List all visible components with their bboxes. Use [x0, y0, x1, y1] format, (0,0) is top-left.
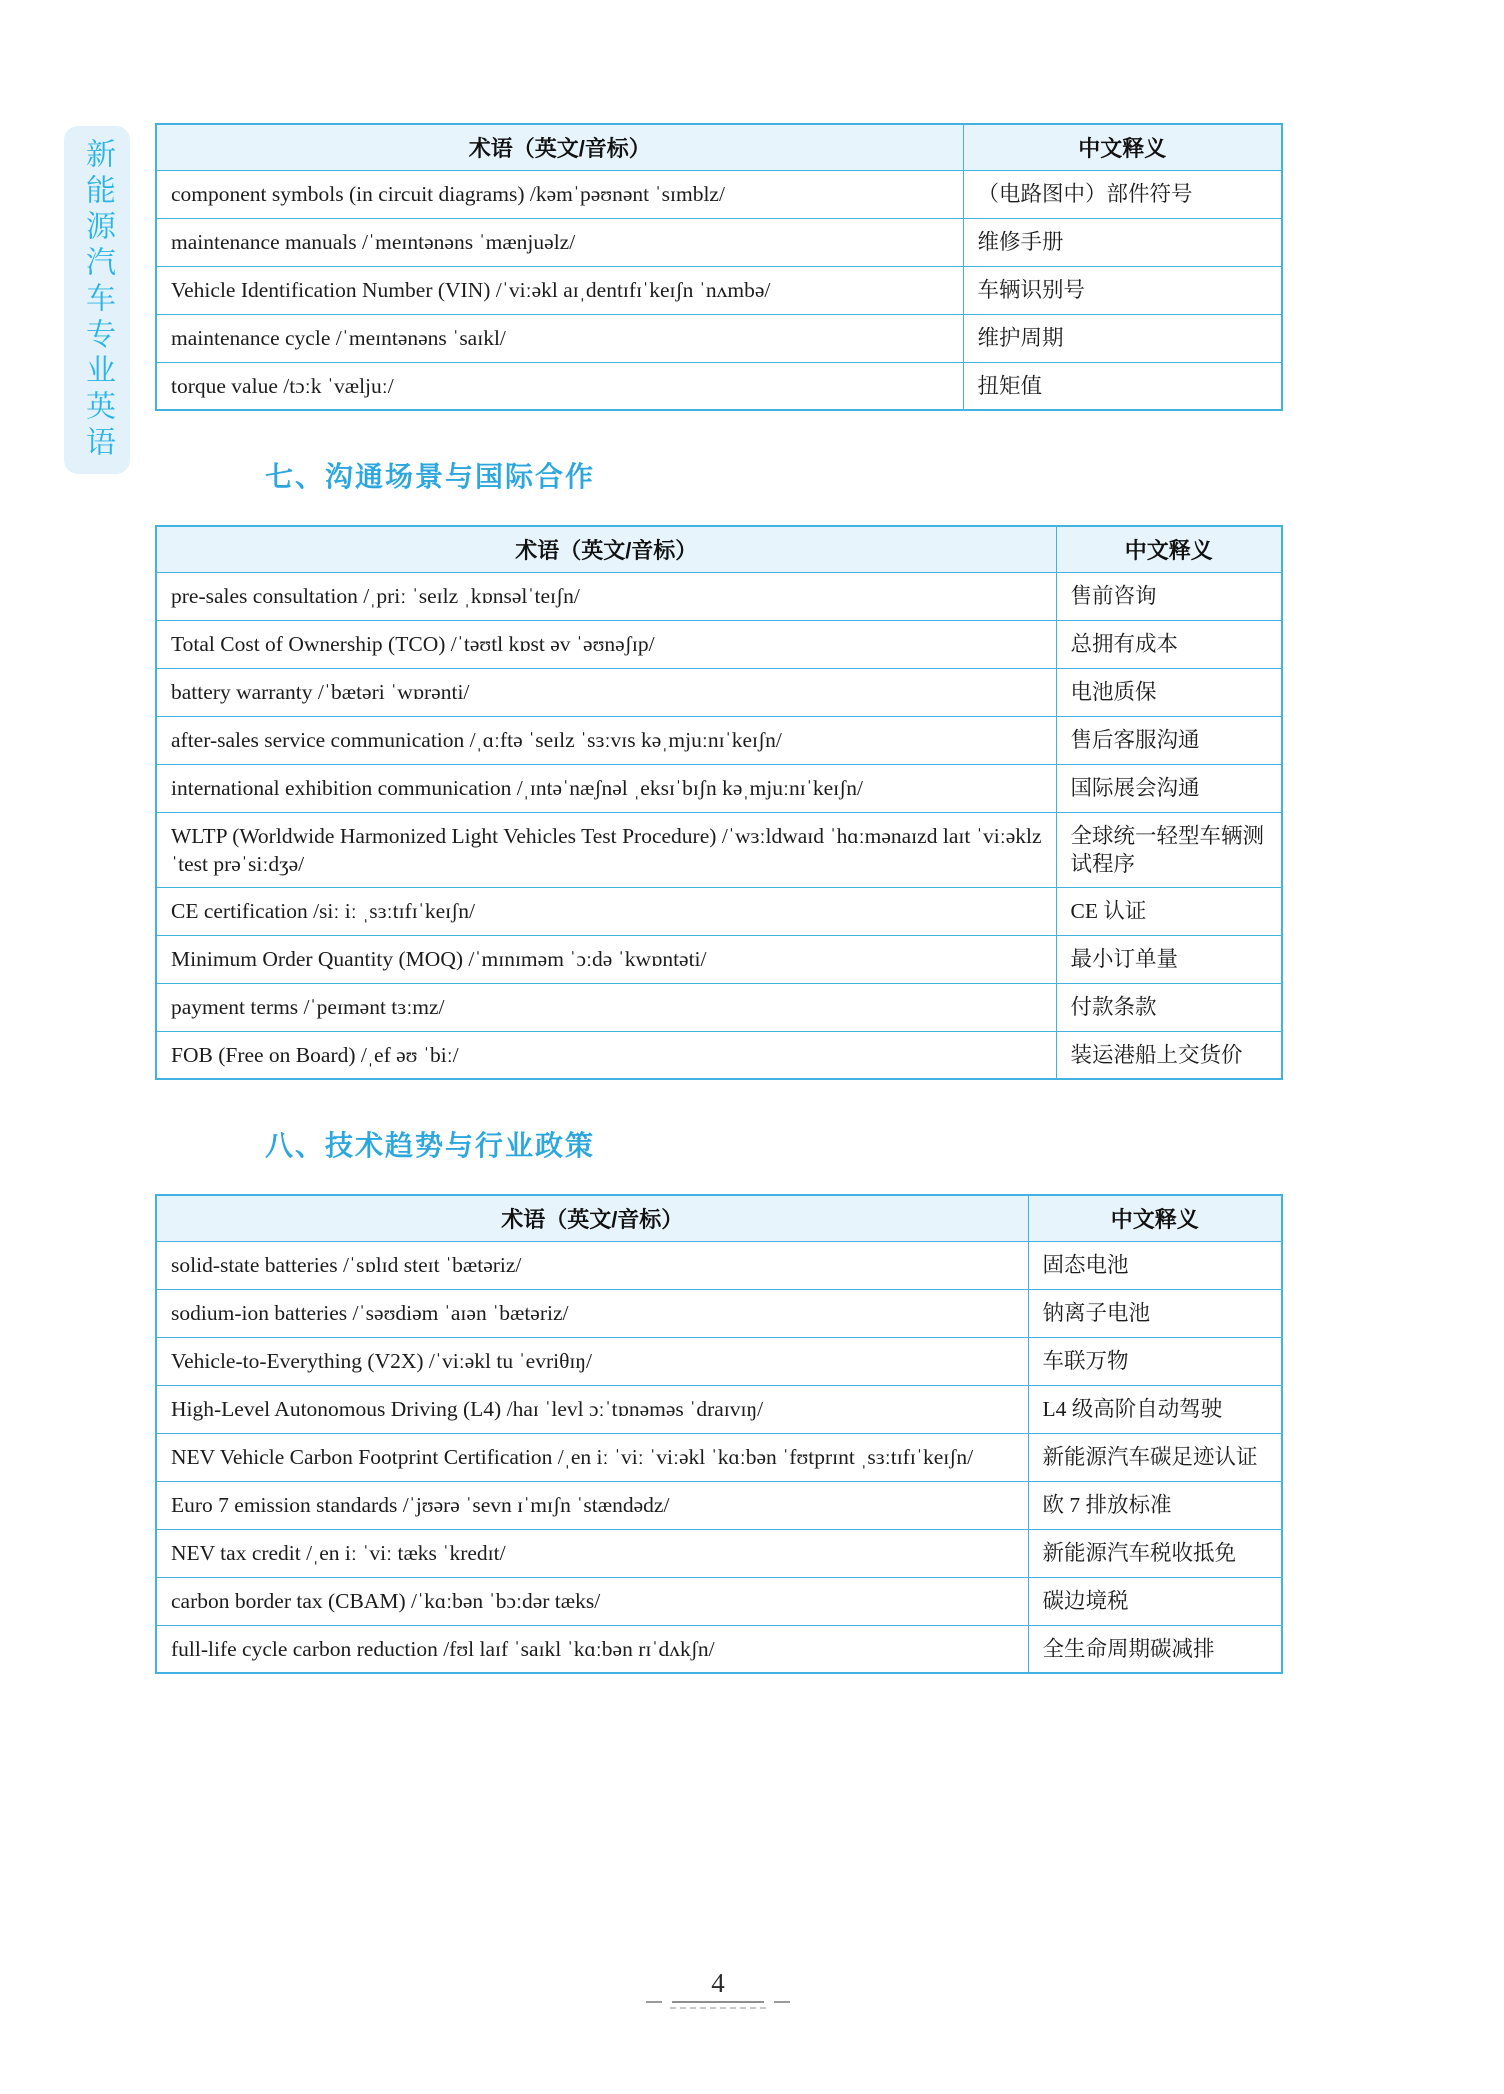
term-cell: Vehicle-to-Everything (V2X) /ˈviːəkl tu ˈevriθɪŋ/ — [156, 1337, 1028, 1385]
term-cell: international exhibition communication /ˌɪntəˈnæʃnəl ˌeksɪˈbɪʃn kəˌmjuːnɪˈkeɪʃn/ — [156, 764, 1056, 812]
terms-table-trends-policy — [155, 1194, 1283, 1674]
term-cell: payment terms /ˈpeɪmənt tɜːmz/ — [156, 983, 1056, 1031]
meaning-cell: 新能源汽车税收抵免 — [1028, 1529, 1282, 1577]
table-row — [156, 716, 1282, 764]
meaning-cell: （电路图中）部件符号 — [963, 170, 1282, 218]
term-cell: full-life cycle carbon reduction /fʊl laɪf ˈsaɪkl ˈkɑːbən rɪˈdʌkʃn/ — [156, 1625, 1028, 1673]
section-heading-7: 七、沟通场景与国际合作 — [265, 461, 596, 492]
table-row — [156, 314, 1282, 362]
table-row — [156, 764, 1282, 812]
table-row — [156, 1433, 1282, 1481]
term-cell: CE certification /siː iː ˌsɜːtɪfɪˈkeɪʃn/ — [156, 887, 1056, 935]
meaning-cell: 新能源汽车碳足迹认证 — [1028, 1433, 1282, 1481]
term-cell: solid-state batteries /ˈsɒlɪd steɪt ˈbætəriz/ — [156, 1241, 1028, 1289]
table-row — [156, 218, 1282, 266]
column-header-term: 术语（英文/音标） — [156, 526, 1056, 572]
table-row — [156, 170, 1282, 218]
meaning-cell: 售后客服沟通 — [1056, 716, 1282, 764]
term-cell: Minimum Order Quantity (MOQ) /ˈmɪnɪməm ˈɔːdə ˈkwɒntəti/ — [156, 935, 1056, 983]
table-row — [156, 668, 1282, 716]
terms-table-communication — [155, 525, 1283, 1080]
meaning-cell: 扭矩值 — [963, 362, 1282, 410]
table-row — [156, 620, 1282, 668]
table-row — [156, 1289, 1282, 1337]
footer-rule-dash — [774, 2001, 790, 2003]
meaning-cell: L4 级高阶自动驾驶 — [1028, 1385, 1282, 1433]
term-cell: battery warranty /ˈbætəri ˈwɒrənti/ — [156, 668, 1056, 716]
page-content — [155, 0, 1281, 1674]
column-header-meaning: 中文释义 — [1028, 1195, 1282, 1241]
footer-rule-dotted — [670, 2007, 766, 2009]
table-row — [156, 266, 1282, 314]
term-cell: High-Level Autonomous Driving (L4) /haɪ ˈlevl ɔːˈtɒnəməs ˈdraɪvɪŋ/ — [156, 1385, 1028, 1433]
meaning-cell: 电池质保 — [1056, 668, 1282, 716]
table-row — [156, 1385, 1282, 1433]
table-row — [156, 1529, 1282, 1577]
meaning-cell: 维护周期 — [963, 314, 1282, 362]
book-title-tab — [64, 126, 130, 474]
table-row — [156, 983, 1282, 1031]
book-title: 新能源汽车专业英语 — [81, 138, 114, 462]
term-cell: NEV Vehicle Carbon Footprint Certification /ˌen iː ˈviː ˈviːəkl ˈkɑːbən ˈfʊtprɪnt ˌsɜːtɪfɪˈkeɪʃn/ — [156, 1433, 1028, 1481]
terms-table-maintenance — [155, 123, 1283, 411]
meaning-cell: 全生命周期碳减排 — [1028, 1625, 1282, 1673]
table-header-row — [156, 124, 1282, 170]
column-header-term: 术语（英文/音标） — [156, 1195, 1028, 1241]
meaning-cell: 钠离子电池 — [1028, 1289, 1282, 1337]
table-row — [156, 362, 1282, 410]
meaning-cell: 车联万物 — [1028, 1337, 1282, 1385]
table-row — [156, 887, 1282, 935]
table-header-row — [156, 1195, 1282, 1241]
meaning-cell: 售前咨询 — [1056, 572, 1282, 620]
table-row — [156, 1031, 1282, 1079]
table-row — [156, 1337, 1282, 1385]
table-row — [156, 1625, 1282, 1673]
term-cell: Vehicle Identification Number (VIN) /ˈviːəkl aɪˌdentɪfɪˈkeɪʃn ˈnʌmbə/ — [156, 266, 963, 314]
meaning-cell: 维修手册 — [963, 218, 1282, 266]
term-cell: maintenance cycle /ˈmeɪntənəns ˈsaɪkl/ — [156, 314, 963, 362]
term-cell: FOB (Free on Board) /ˌef əʊ ˈbiː/ — [156, 1031, 1056, 1079]
table-row — [156, 572, 1282, 620]
table-row — [156, 1577, 1282, 1625]
column-header-meaning: 中文释义 — [1056, 526, 1282, 572]
meaning-cell: 付款条款 — [1056, 983, 1282, 1031]
footer-rule-line — [672, 2001, 764, 2003]
term-cell: component symbols (in circuit diagrams) /kəmˈpəʊnənt ˈsɪmblz/ — [156, 170, 963, 218]
meaning-cell: 装运港船上交货价 — [1056, 1031, 1282, 1079]
term-cell: pre-sales consultation /ˌpriː ˈseɪlz ˌkɒnsəlˈteɪʃn/ — [156, 572, 1056, 620]
meaning-cell: 总拥有成本 — [1056, 620, 1282, 668]
term-cell: after-sales service communication /ˌɑːftə ˈseɪlz ˈsɜːvɪs kəˌmjuːnɪˈkeɪʃn/ — [156, 716, 1056, 764]
meaning-cell: 全球统一轻型车辆测试程序 — [1056, 812, 1282, 887]
meaning-cell: 车辆识别号 — [963, 266, 1282, 314]
meaning-cell: 碳边境税 — [1028, 1577, 1282, 1625]
table-header-row — [156, 526, 1282, 572]
column-header-meaning: 中文释义 — [963, 124, 1282, 170]
meaning-cell: 固态电池 — [1028, 1241, 1282, 1289]
meaning-cell: CE 认证 — [1056, 887, 1282, 935]
term-cell: torque value /tɔːk ˈvæljuː/ — [156, 362, 963, 410]
footer-rule — [646, 2001, 790, 2003]
term-cell: sodium-ion batteries /ˈsəʊdiəm ˈaɪən ˈbætəriz/ — [156, 1289, 1028, 1337]
footer-rule-dash — [646, 2001, 662, 2003]
term-cell: carbon border tax (CBAM) /ˈkɑːbən ˈbɔːdər tæks/ — [156, 1577, 1028, 1625]
meaning-cell: 最小订单量 — [1056, 935, 1282, 983]
term-cell: WLTP (Worldwide Harmonized Light Vehicles Test Procedure) /ˈwɜːldwaɪd ˈhɑːmənaɪzd laɪt ˈviːəklz ˈtest prəˈsiːdʒə/ — [156, 812, 1056, 887]
term-cell: NEV tax credit /ˌen iː ˈviː tæks ˈkredɪt/ — [156, 1529, 1028, 1577]
page-number: 4 — [711, 1968, 725, 1998]
term-cell: maintenance manuals /ˈmeɪntənəns ˈmænjuəlz/ — [156, 218, 963, 266]
table-row — [156, 935, 1282, 983]
page-footer — [155, 1968, 1281, 2009]
column-header-term: 术语（英文/音标） — [156, 124, 963, 170]
meaning-cell: 欧 7 排放标准 — [1028, 1481, 1282, 1529]
section-heading-8: 八、技术趋势与行业政策 — [265, 1130, 596, 1161]
table-row — [156, 1481, 1282, 1529]
term-cell: Euro 7 emission standards /ˈjʊərə ˈsevn ɪˈmɪʃn ˈstændədz/ — [156, 1481, 1028, 1529]
table-row — [156, 812, 1282, 887]
meaning-cell: 国际展会沟通 — [1056, 764, 1282, 812]
table-row — [156, 1241, 1282, 1289]
term-cell: Total Cost of Ownership (TCO) /ˈtəʊtl kɒst əv ˈəʊnəʃɪp/ — [156, 620, 1056, 668]
